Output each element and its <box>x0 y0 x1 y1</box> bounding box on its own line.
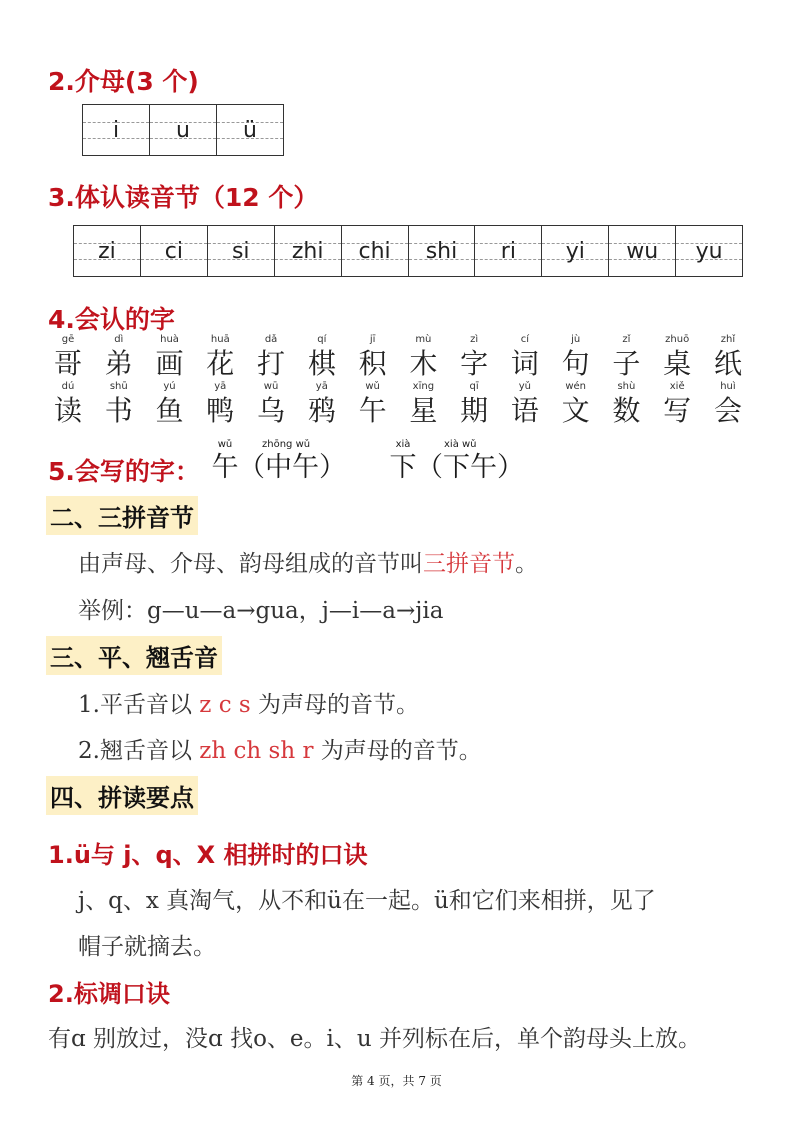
pinyin-label: xiě <box>669 381 685 392</box>
hanzi-char <box>657 380 697 428</box>
jiemu-grid <box>82 104 284 156</box>
pinyin-label: dì <box>114 334 124 345</box>
pinyin-label: zì <box>470 334 479 345</box>
part4-sub2-line1: 有ɑ 别放过，没ɑ 找o、e。i、u 并列标在后，单个韵母头上放。 <box>48 1026 702 1052</box>
hanzi-glyph: 桌 <box>663 347 692 380</box>
hanzi-char <box>454 333 494 381</box>
hanzi-char <box>302 333 342 381</box>
grid-cell: yi <box>542 226 609 276</box>
part3-line1: 1.平舌音以 z c s 为声母的音节。 <box>78 692 419 718</box>
pinyin-label: wū <box>263 381 279 392</box>
hanzi-glyph: 乌 <box>257 394 286 427</box>
hanzi-glyph: 数 <box>612 394 641 427</box>
hanzi-glyph: 语 <box>510 394 539 427</box>
write-char-1-paren: zhōng wǔ （中午） <box>238 439 346 483</box>
pinyin-label: dǎ <box>264 334 278 345</box>
hanzi-char <box>657 333 697 381</box>
hanzi-char <box>200 333 240 381</box>
hanzi-char <box>403 380 443 428</box>
pinyin-label: zhuō <box>665 334 690 345</box>
pinyin-label: zhǐ <box>720 334 736 345</box>
pinyin-label: dú <box>61 381 75 392</box>
hanzi-char <box>150 333 190 381</box>
hanzi-char <box>606 380 646 428</box>
hanzi-char <box>606 333 646 381</box>
hanzi-char <box>99 333 139 381</box>
grid-cell: si <box>208 226 275 276</box>
char-row-1 <box>48 333 748 381</box>
pinyin-label: yā <box>214 381 227 392</box>
write-char-2-paren: xià wǔ （下午） <box>416 439 524 483</box>
page-footer: 第 4 页，共 7 页 <box>351 1074 442 1088</box>
hanzi-char <box>403 333 443 381</box>
part4-sub1-heading: 1.ü与 j、q、X 相拼时的口诀 <box>48 841 368 869</box>
hanzi-char <box>708 333 748 381</box>
hanzi-glyph: 午 <box>358 394 387 427</box>
hanzi-char <box>302 380 342 428</box>
pinyin-label: gē <box>61 334 75 345</box>
hanzi-char <box>353 380 393 428</box>
hanzi-glyph: 句 <box>561 347 590 380</box>
part2-example: 举例：g—u—a→gua，j—i—a→jia <box>78 598 444 624</box>
hanzi-glyph: 积 <box>358 347 387 380</box>
pinyin-label: huà <box>160 334 179 345</box>
grid-cell: ri <box>475 226 542 276</box>
write-char-2: xià 下 <box>389 439 417 483</box>
hanzi-glyph: 读 <box>53 394 82 427</box>
part2-title: 二、三拼音节 <box>46 496 198 535</box>
grid-cell: chi <box>342 226 409 276</box>
section2-heading: 2.介母(3 个) <box>48 67 199 96</box>
hanzi-glyph: 鱼 <box>155 394 184 427</box>
grid-cell: i <box>83 105 150 155</box>
pinyin-label: qí <box>317 334 327 345</box>
pinyin-label: qī <box>469 381 479 392</box>
hanzi-char <box>556 380 596 428</box>
part3-title: 三、平、翘舌音 <box>46 636 222 675</box>
hanzi-glyph: 纸 <box>713 347 742 380</box>
pinyin-label: wǔ <box>365 381 380 392</box>
hanzi-glyph: 书 <box>104 394 133 427</box>
hanzi-char <box>505 380 545 428</box>
section4-heading: 4.会认的字 <box>48 305 175 334</box>
hanzi-char <box>150 380 190 428</box>
part4-title: 四、拼读要点 <box>46 776 198 815</box>
part2-line1: 由声母、介母、韵母组成的音节叫三拼音节。 <box>78 551 538 577</box>
hanzi-char <box>251 380 291 428</box>
part4-sub2-heading: 2.标调口诀 <box>48 980 170 1008</box>
hanzi-glyph: 鸭 <box>206 394 235 427</box>
pinyin-label: mù <box>415 334 432 345</box>
hanzi-glyph: 词 <box>510 347 539 380</box>
hanzi-glyph: 字 <box>460 347 489 380</box>
pinyin-label: xīng <box>412 381 435 392</box>
hanzi-char <box>251 333 291 381</box>
grid-cell: zi <box>74 226 141 276</box>
hanzi-glyph: 弟 <box>104 347 133 380</box>
grid-cell: wu <box>609 226 676 276</box>
part4-sub1-line2: 帽子就摘去。 <box>78 934 216 960</box>
hanzi-glyph: 画 <box>155 347 184 380</box>
hanzi-glyph: 会 <box>713 394 742 427</box>
pinyin-label: zǐ <box>622 334 631 345</box>
hanzi-glyph: 棋 <box>307 347 336 380</box>
hanzi-glyph: 鸦 <box>307 394 336 427</box>
pinyin-label: wén <box>565 381 586 392</box>
hanzi-char <box>505 333 545 381</box>
hanzi-glyph: 打 <box>257 347 286 380</box>
grid-cell: shi <box>409 226 476 276</box>
section5-heading: 5.会写的字： <box>48 457 200 486</box>
zhengti-grid <box>73 225 743 277</box>
hanzi-glyph: 写 <box>663 394 692 427</box>
hanzi-char <box>353 333 393 381</box>
hanzi-char <box>48 380 88 428</box>
hanzi-char <box>200 380 240 428</box>
grid-cell: ü <box>217 105 283 155</box>
hanzi-glyph: 星 <box>409 394 438 427</box>
pinyin-label: cí <box>520 334 530 345</box>
hanzi-char <box>48 333 88 381</box>
char-row-2 <box>48 380 748 428</box>
hanzi-char <box>454 380 494 428</box>
pinyin-label: yú <box>163 381 176 392</box>
hanzi-glyph: 木 <box>409 347 438 380</box>
pinyin-label: shū <box>109 381 128 392</box>
pinyin-label: huā <box>210 334 230 345</box>
grid-cell: zhi <box>275 226 342 276</box>
part4-sub1-line1: j、q、x 真淘气，从不和ü在一起。ü和它们来相拼，见了 <box>78 888 656 914</box>
pinyin-label: jù <box>571 334 581 345</box>
pinyin-label: yā <box>315 381 328 392</box>
hanzi-char <box>708 380 748 428</box>
section3-heading: 3.体认读音节（12 个） <box>48 183 319 212</box>
part3-line2: 2.翘舌音以 zh ch sh r 为声母的音节。 <box>78 738 482 764</box>
grid-cell: yu <box>676 226 742 276</box>
hanzi-glyph: 子 <box>612 347 641 380</box>
grid-cell: ci <box>141 226 208 276</box>
pinyin-label: huì <box>720 381 736 392</box>
pinyin-label: shù <box>617 381 636 392</box>
write-char-1: wǔ 午 <box>211 439 239 483</box>
hanzi-glyph: 期 <box>460 394 489 427</box>
hanzi-char <box>99 380 139 428</box>
hanzi-glyph: 哥 <box>53 347 82 380</box>
hanzi-glyph: 花 <box>206 347 235 380</box>
pinyin-label: jī <box>369 334 376 345</box>
hanzi-char <box>556 333 596 381</box>
hanzi-glyph: 文 <box>561 394 590 427</box>
grid-cell: u <box>150 105 217 155</box>
pinyin-label: yǔ <box>518 381 532 392</box>
